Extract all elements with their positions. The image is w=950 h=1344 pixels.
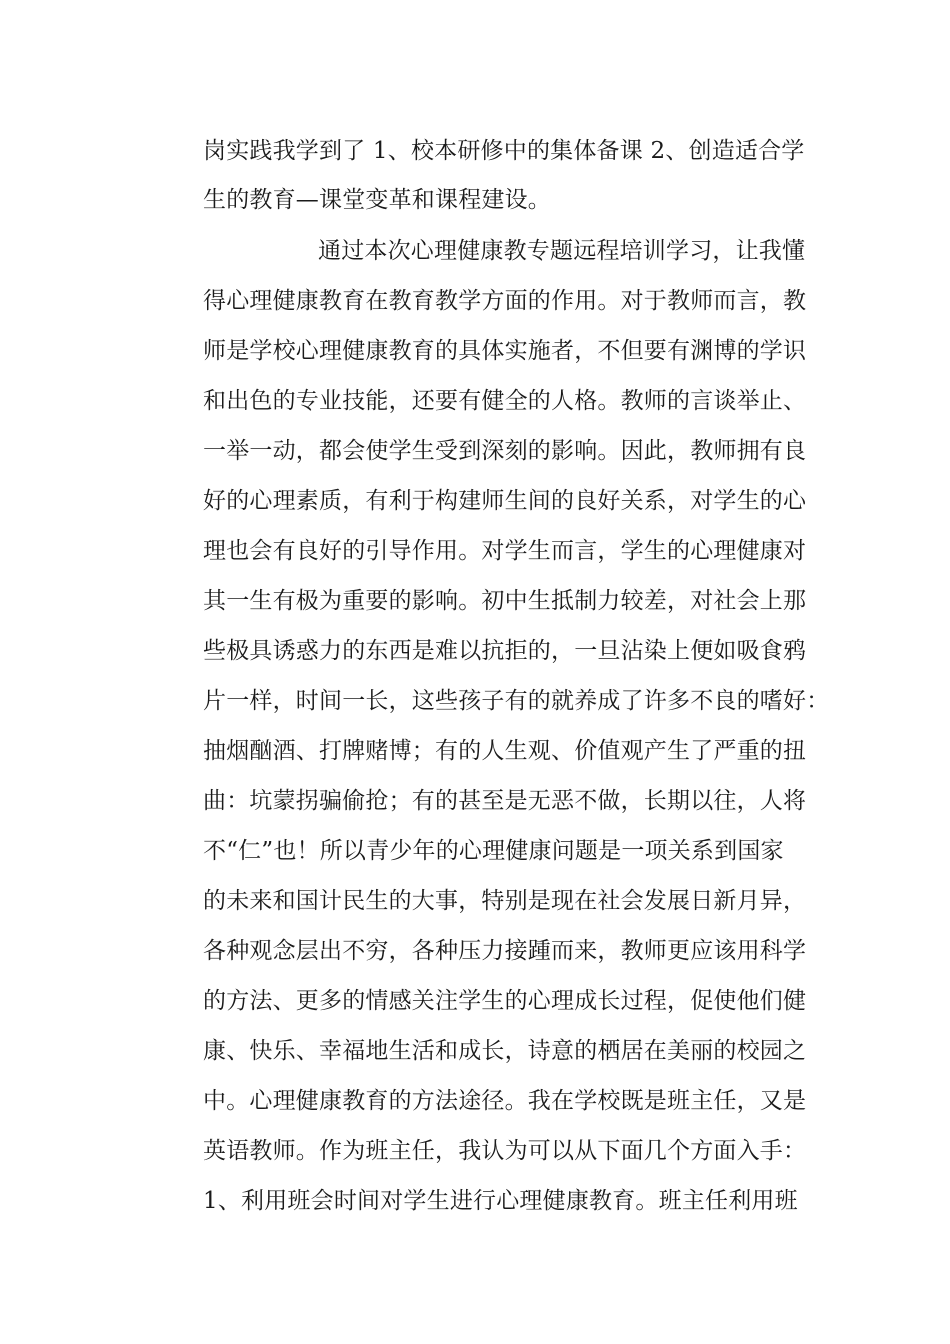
- text-line: 各种观念层出不穷，各种压力接踵而来，教师更应该用科学: [203, 938, 807, 964]
- text-line: 理也会有良好的引导作用。对学生而言，学生的心理健康对: [203, 538, 807, 564]
- text-line: 的方法、更多的情感关注学生的心理成长过程，促使他们健: [203, 988, 807, 1014]
- text-line: 中。心理健康教育的方法途径。我在学校既是班主任，又是: [203, 1088, 807, 1114]
- text-line: 不“仁”也！所以青少年的心理健康问题是一项关系到国家: [203, 838, 784, 864]
- text-line: 抽烟酗酒、打牌赌博；有的人生观、价值观产生了严重的扭: [203, 738, 807, 764]
- text-line: 和出色的专业技能，还要有健全的人格。教师的言谈举止、: [203, 388, 807, 414]
- text-line: 曲：坑蒙拐骗偷抢；有的甚至是无恶不做，长期以往，人将: [203, 788, 807, 814]
- text-line: 其一生有极为重要的影响。初中生抵制力较差，对社会上那: [203, 588, 807, 614]
- text-line: 生的教育—课堂变革和课程建设。: [203, 187, 551, 213]
- text-line: 岗实践我学到了 1、校本研修中的集体备课 2、创造适合学: [203, 138, 805, 164]
- text-line: 一举一动，都会使学生受到深刻的影响。因此，教师拥有良: [203, 438, 807, 464]
- paragraph-first-line: 通过本次心理健康教专题远程培训学习，让我懂: [318, 238, 806, 264]
- text-line: 1、利用班会时间对学生进行心理健康教育。班主任利用班: [203, 1188, 798, 1214]
- text-line: 康、快乐、幸福地生活和成长，诗意的栖居在美丽的校园之: [203, 1038, 807, 1064]
- text-line: 片一样，时间一长，这些孩子有的就养成了许多不良的嗜好：: [203, 688, 830, 714]
- text-line: 的未来和国计民生的大事，特别是现在社会发展日新月异，: [203, 888, 807, 914]
- text-line: 得心理健康教育在教育教学方面的作用。对于教师而言，教: [203, 288, 807, 314]
- text-line: 些极具诱惑力的东西是难以抗拒的，一旦沾染上便如吸食鸦: [203, 638, 807, 664]
- text-line: 好的心理素质，有利于构建师生间的良好关系，对学生的心: [203, 488, 807, 514]
- text-line: 英语教师。作为班主任，我认为可以从下面几个方面入手：: [203, 1138, 807, 1164]
- text-line: 师是学校心理健康教育的具体实施者，不但要有渊博的学识: [203, 338, 807, 364]
